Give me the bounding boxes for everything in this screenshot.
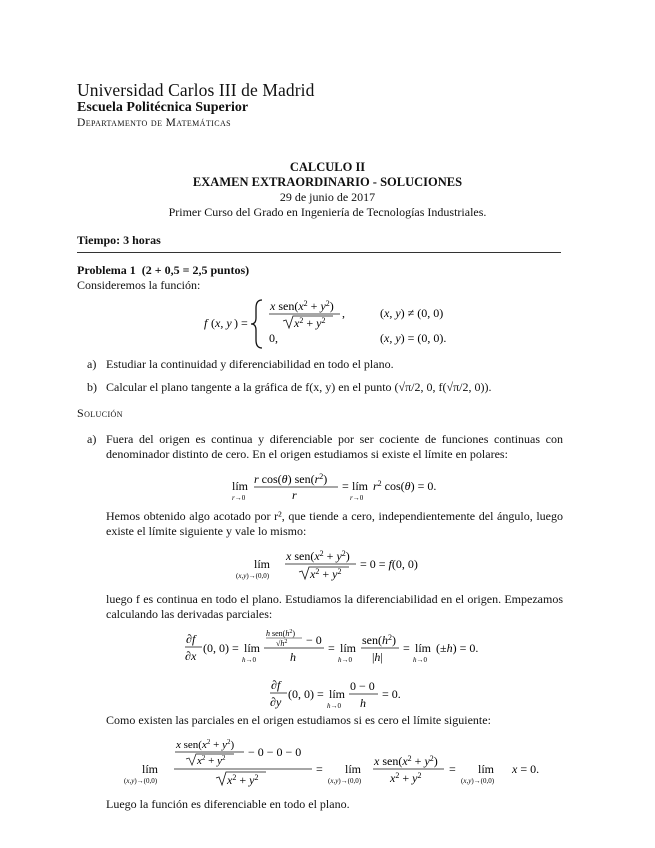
problem-intro: Consideremos la función: [77,278,201,292]
svg-text:(x,y)→(0,0): (x,y)→(0,0) [461,777,495,785]
item-a-label: a) [87,357,97,371]
problem-item-b [87,380,492,395]
svg-text:= 0.: = 0. [382,687,401,701]
svg-text:lím: lím [340,641,357,655]
problem-item-a [87,357,394,372]
svg-text:∂f: ∂f [271,678,281,692]
svg-text:lím: lím [254,557,271,571]
svg-text:(0, 0) =: (0, 0) = [288,687,324,701]
svg-text:lím: lím [478,762,495,776]
svg-text:lím: lím [352,479,369,493]
function-definition [200,296,460,352]
exam-date: 29 de junio de 2017 [279,190,376,204]
item-a-text: Estudiar la continuidad y diferenciabilidad en todo el plano. [106,357,394,371]
svg-text:r2 cos(θ) = 0.: $r^2$ cos(θ) = 0. [373,479,437,493]
svg-text:lím: lím [345,762,362,776]
solution-label-a: a) [87,432,97,446]
svg-text:|h|: |h| [372,650,383,664]
problem-heading [77,263,249,278]
svg-text:(x, y) = (0, 0).: (x, y) = (0, 0). [380,331,447,345]
svg-text:0 − 0: 0 − 0 [350,679,375,693]
time-limit: Tiempo: 3 horas [77,233,161,247]
svg-text:(x, y) ≠ (0, 0): (x, y) ≠ (0, 0) [380,306,444,320]
university-name: Universidad Carlos III de Madrid [77,80,315,100]
svg-text:(±h) = 0.: (±h) = 0. [436,641,479,655]
solution-paragraph-2: Hemos obtenido algo acotado por r², que tiende a cero, independientemente del ángulo, luego existe el límite siguiente y vale lo mismo: [106,509,563,538]
svg-text:(0, 0) =: (0, 0) = [203,641,239,655]
item-b-label: b) [87,380,97,394]
svg-text:lím: lím [142,762,159,776]
svg-text:h→0: h→0 [327,702,341,710]
svg-text:h→0: h→0 [413,656,427,664]
svg-text:=: = [316,762,323,776]
svg-text:) =: ) = [234,316,248,330]
school-name: Escuela Politécnica Superior [77,100,249,115]
svg-text:− 0 − 0 − 0: − 0 − 0 − 0 [248,745,302,759]
svg-text:∂x: ∂x [185,649,197,663]
svg-text:∂f: ∂f [186,632,196,646]
polar-limit-equation [230,470,450,504]
svg-text:h→0: h→0 [242,656,256,664]
svg-text:− 0: − 0 [306,633,322,647]
svg-text:(x,y)→(0,0): (x,y)→(0,0) [236,572,270,580]
svg-text:lím: lím [244,641,261,655]
svg-text:x2 + y2: $x^2 + y^2$ [310,567,342,581]
svg-text:h→0: h→0 [338,656,352,664]
svg-text:x2 + y2: $x^2 + y^2$ [294,316,326,330]
solution-heading: Solución [77,406,123,420]
svg-text:r→0: r→0 [232,494,246,502]
svg-text:(: ( [211,316,215,330]
svg-text:(x,y)→(0,0): (x,y)→(0,0) [124,777,158,785]
svg-text:r: r [292,488,297,502]
svg-text:,: , [342,306,345,320]
continuity-limit-equation [236,546,446,586]
svg-text:= 0 = f(0, 0): = 0 = f(0, 0) [360,557,418,571]
svg-text:lím: lím [415,641,432,655]
degree-line: Primer Curso del Grado en Ingeniería de Tecnologías Industriales. [168,205,487,219]
svg-text:sen(h2): $sen(h^2)$ [362,633,396,647]
differentiability-limit-equation [122,733,562,791]
svg-text:lím: lím [329,687,346,701]
svg-text:x sen(x2 + y2): x $sen(x^2 + y^2)$ [176,738,235,751]
svg-text:f: f [204,316,208,330]
item-b-text: Calcular el plano tangente a la gráfica de f(x, y) en el punto (√π/2, 0, f(√π/2, 0)). [106,380,492,394]
svg-text:x sen(x2 + y2): x $sen(x^2 + y^2)$ [286,549,350,563]
svg-text:=: = [403,641,410,655]
svg-text:x2 + y2: $x^2 + y^2$ [197,754,226,767]
svg-text:x, y: x, y [215,316,232,330]
solution-paragraph-5: Luego la función es diferenciable en todo el plano. [106,797,350,811]
svg-text:x sen(x2 + y2): x $sen(x^2 + y^2)$ [374,754,438,768]
problem-points: (2 + 0,5 = 2,5 puntos) [141,263,250,277]
svg-text:r cos(θ) sen(r2): r cos(θ) $sen(r^2)$ [254,472,328,486]
partial-derivative-x-equation [182,628,492,670]
svg-text:=: = [342,479,349,493]
svg-text:r→0: r→0 [350,494,364,502]
svg-text:∂y: ∂y [270,695,282,709]
solution-paragraph-3: luego f es continua en todo el plano. Estudiamos la diferenciabilidad en el origen. Empezamos calculando las derivadas parciales: [106,592,563,621]
svg-text:h sen(h2): h $sen(h^2)$ [266,629,295,638]
solution-paragraph-1: Fuera del origen es continua y diferenciable por ser cociente de funciones continuas con denominador distinto de cero. En el origen estudiamos si existe el límite en polares: [106,432,563,461]
svg-text:x2 + y2: $x^2 + y^2$ [390,771,422,785]
svg-text:=: = [449,762,456,776]
problem-title: Problema 1 [77,263,136,277]
course-title: CALCULO II [289,160,366,174]
svg-text:x2 + y2: $x^2 + y^2$ [227,773,259,787]
svg-text:x = 0.: x = 0. [512,762,540,776]
svg-text:=: = [328,641,335,655]
department-name: Departamento de Matemáticas [77,117,231,129]
svg-text:lím: lím [232,479,249,493]
svg-text:√h2: $√h^2$ [276,639,288,648]
svg-text:x sen(x2 + y2): x $sen(x^2 + y^2)$ [270,299,334,313]
exam-title: EXAMEN EXTRAORDINARIO - SOLUCIONES [192,175,463,189]
svg-text:0,: 0, [269,331,278,345]
solution-paragraph-4: Como existen las parciales en el origen estudiamos si es cero el límite siguiente: [106,713,491,727]
svg-text:(x,y)→(0,0): (x,y)→(0,0) [328,777,362,785]
svg-text:h: h [290,650,296,664]
partial-derivative-y-equation [268,676,418,716]
svg-text:h: h [360,696,366,710]
divider [77,252,561,253]
